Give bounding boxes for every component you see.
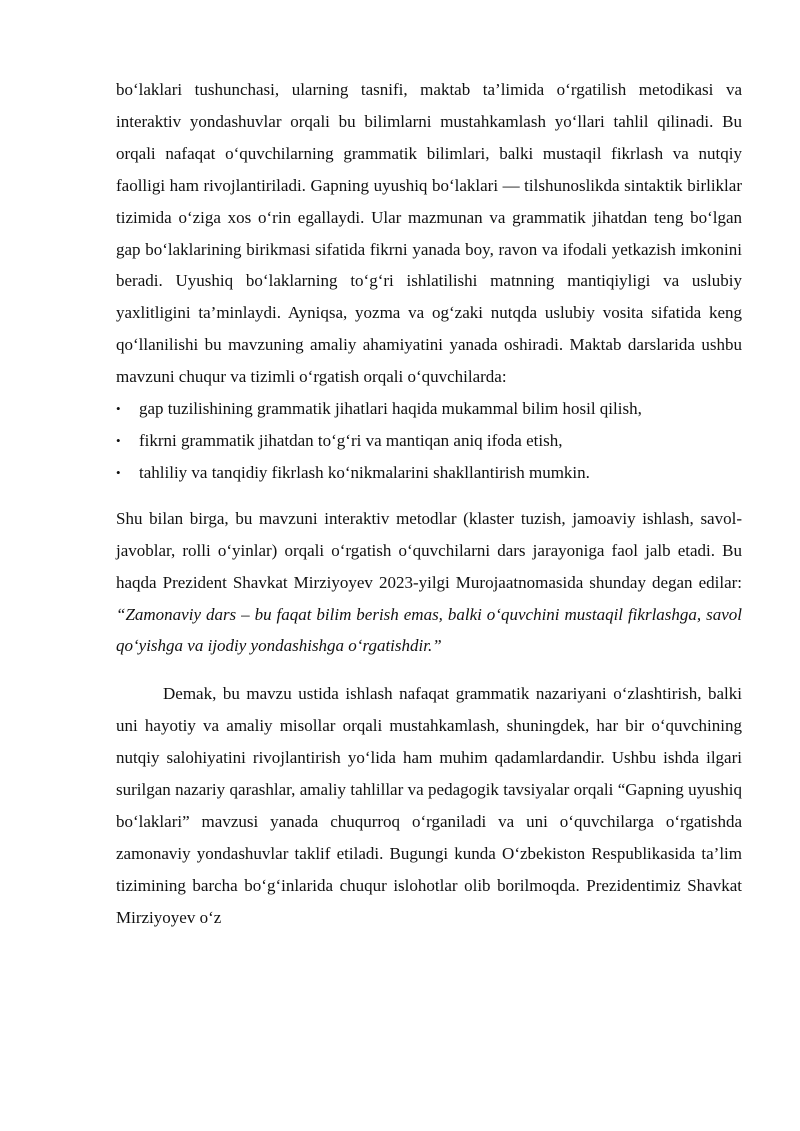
paragraph-intro: bo‘laklari tushunchasi, ularning tasnifi, maktab ta’limida o‘rgatilish metodikasi va interaktiv yondashuvlar orqali bu bilimlarni mustahkamlash yo‘llari tahlil qilinadi. Bu orqali nafaqat o‘quvchilarning grammatik bilimlari, balki mustaqil fikrlash va nutqiy faolligi ham rivojlantiriladi. Gapning uyushiq bo‘laklari — tilshunoslikda sintaktik birliklar tizimida o‘ziga xos o‘rin egallaydi. Ular mazmunan va grammatik jihatdan teng bo‘lgan gap bo‘laklarining birikmasi sifatida fikrni yanada boy, ravon va ifodali yetkazish imkonini beradi. Uyushiq bo‘laklarning to‘g‘ri ishlatilishi matnning mantiqiyligi va uslubiy yaxlitligini ta’minlaydi. Ayniqsa, yozma va og‘zaki nutqda uslubiy vosita sifatida keng qo‘llanilishi bu mavzuning amaliy ahamiyatini yanada oshiradi. Maktab darslarida ushbu mavzuni chuqur va tizimli o‘rgatish orqali o‘quvchilarda: (116, 80, 742, 387)
list-item-text: gap tuzilishining grammatik jihatlari haqida mukammal bilim hosil qilish, (139, 399, 642, 419)
list-item (116, 457, 742, 489)
paragraph-conclusion: Demak, bu mavzu ustida ishlash nafaqat grammatik nazariyani o‘zlashtirish, balki uni hayotiy va amaliy misollar orqali mustahkamlash, shuningdek, har bir o‘quvchining nutqiy salohiyatini rivojlantirish yo‘lida ham muhim qadamlardandir. Ushbu ishda ilgari surilgan nazariy qarashlar, amaliy tahlillar va pedagogik tavsiyalar orqali “Gapning uyushiq bo‘laklari” mavzusi yanada chuqurroq o‘rganiladi va uni o‘quvchilarga o‘rgatishda zamonaviy yondashuvlar taklif etiladi. Bugungi kunda O‘zbekiston Respublikasida ta’lim tizimining barcha bo‘g‘inlarida chuqur islohotlar olib borilmoqda. Prezidentimiz Shavkat Mirziyoyev o‘z (116, 684, 742, 927)
bullet-icon: • (116, 432, 121, 448)
president-quote: “Zamonaviy dars – bu faqat bilim berish emas, balki o‘quvchini mustaqil fikrlashga, savol qo‘yishga va ijodiy yondashishga o‘rgatishdir.” (116, 604, 742, 656)
list-item (116, 425, 742, 457)
bullet-icon: • (116, 464, 121, 480)
list-item-text: tahliliy va tanqidiy fikrlash ko‘nikmalarini shakllantirish mumkin. (139, 462, 590, 482)
document-page (116, 74, 742, 934)
paragraph-interactive-methods (116, 503, 742, 663)
paragraph-text: Shu bilan birga, bu mavzuni interaktiv metodlar (klaster tuzish, jamoaviy ishlash, savol-javoblar, rolli o‘yinlar) orqali o‘rgatish o‘quvchilarni dars jarayoniga faol jalb etadi. Bu haqda Prezident Shavkat Mirziyoyev 2023-yilgi Murojaatnomasida shunday degan edilar: (116, 508, 742, 592)
bullet-icon: • (116, 401, 121, 417)
list-item-text: fikrni grammatik jihatdan to‘g‘ri va mantiqan aniq ifoda etish, (139, 430, 563, 450)
list-item (116, 393, 742, 425)
bullet-list (116, 393, 742, 489)
